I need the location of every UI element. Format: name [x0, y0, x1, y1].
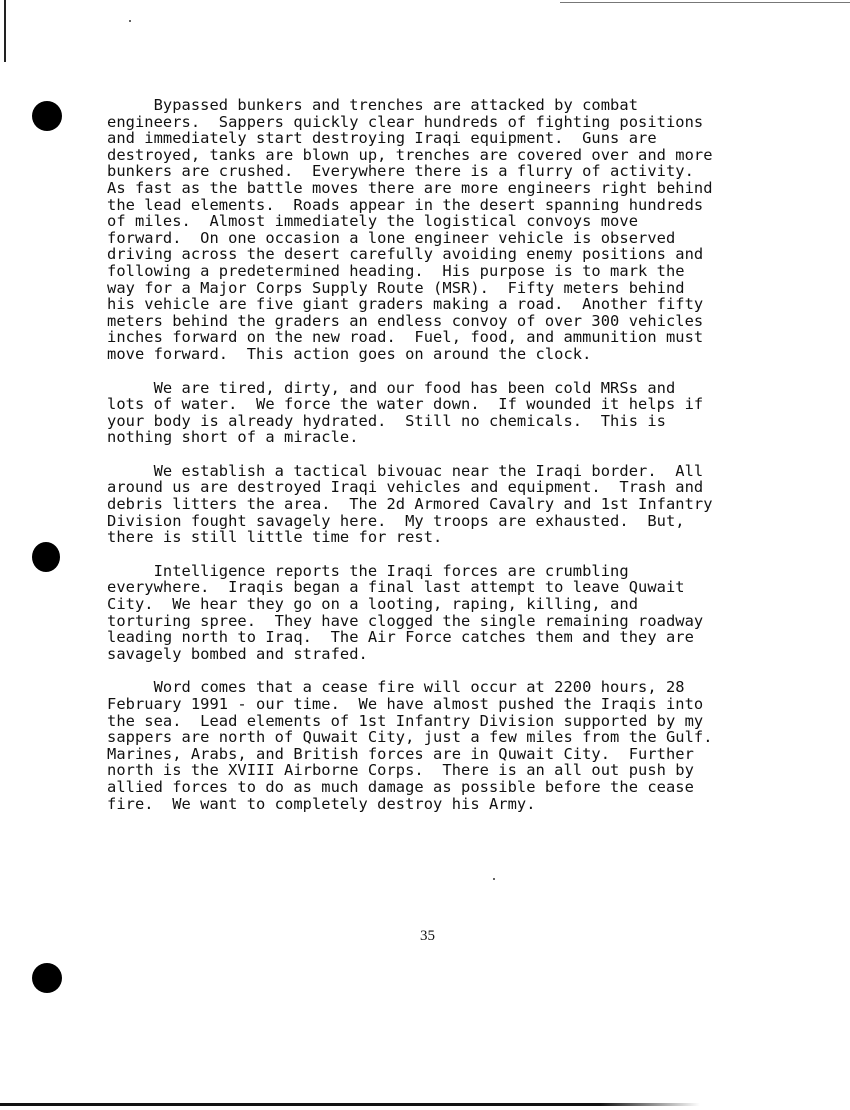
paragraph: Bypassed bunkers and trenches are attacked by combat engineers. Sappers quickly clear hundreds of fighting positions and immediately start destroying Iraqi equipment. Guns are destroyed, tanks are blown up, trenches are covered over and more bunkers are crushed. Everywhere there is a flurry of activity. As fast as the battle moves there are more engineers right behind the lead elements. Roads appear in the desert spanning hundreds of miles. Almost immediately the logistical convoys move forward. On one occasion a lone engineer vehicle is observed driving across the desert carefully avoiding enemy positions and following a predetermined heading. His purpose is to mark the way for a Major Corps Supply Route (MSR). Fifty meters behind his vehicle are five giant graders making a road. Another fifty meters behind the graders an endless convoy of over 300 vehicles inches forward on the new road. Fuel, food, and ammunition must move forward. This action goes on around the clock.	[107, 96, 713, 363]
scan-left-edge	[4, 0, 6, 62]
paragraph: We establish a tactical bivouac near the Iraqi border. All around us are destroyed Iraqi vehicles and equipment. Trash and debris litters the area. The 2d Armored Cavalry and 1st Infantry Division fought savagely here. My troops are exhausted. But, there is still little time for rest.	[107, 461, 713, 547]
scan-bottom-rule-fade	[600, 1103, 700, 1106]
binder-hole-top	[32, 101, 62, 131]
scan-speck	[493, 878, 495, 880]
document-body	[107, 97, 807, 829]
binder-hole-middle	[32, 542, 60, 572]
scan-top-rule	[560, 2, 850, 3]
paragraph: We are tired, dirty, and our food has been cold MRSs and lots of water. We force the water down. If wounded it helps if your body is already hydrated. Still no chemicals. This is nothing short of a miracle.	[107, 378, 704, 447]
scan-bottom-rule	[0, 1103, 700, 1106]
scan-speck	[129, 20, 131, 22]
paragraph: Intelligence reports the Iraqi forces are crumbling everywhere. Iraqis began a final last attempt to leave Quwait City. We hear they go on a looting, raping, killing, and torturing spree. They have clogged the single remaining roadway leading north to Iraq. The Air Force catches them and they are savagely bombed and strafed.	[107, 561, 704, 663]
page-number: 35	[420, 928, 435, 944]
paragraph: Word comes that a cease fire will occur at 2200 hours, 28 February 1991 - our time. We have almost pushed the Iraqis into the sea. Lead elements of 1st Infantry Division supported by my sappers are north of Quwait City, just a few miles from the Gulf. Marines, Arabs, and British forces are in Quwait City. Further north is the XVIII Airborne Corps. There is an all out push by allied forces to do as much damage as possible before the cease fire. We want to completely destroy his Army.	[107, 678, 713, 813]
binder-hole-bottom	[32, 963, 62, 993]
